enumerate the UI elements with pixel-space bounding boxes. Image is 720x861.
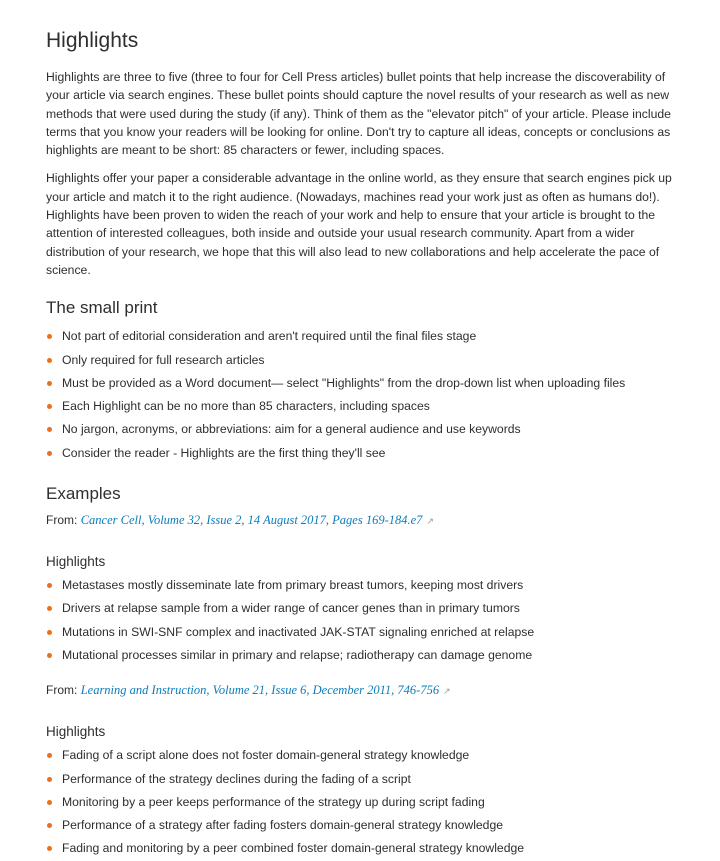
- list-item: [46, 349, 680, 372]
- example-highlights-list: [46, 574, 680, 667]
- list-item-text: Drivers at relapse sample from a wider range of cancer genes than in primary tumors: [62, 601, 520, 616]
- list-item-text: Consider the reader - Highlights are the first thing they'll see: [62, 445, 386, 460]
- list-item-text: No jargon, acronyms, or abbreviations: aim for a general audience and use keywords: [62, 422, 521, 437]
- list-item: [46, 814, 680, 837]
- list-item: [46, 442, 680, 465]
- list-item-text: Mutational processes similar in primary and relapse; radiotherapy can damage genome: [62, 647, 533, 662]
- bullet-icon: [47, 451, 52, 456]
- list-item-text: Must be provided as a Word document— select "Highlights" from the drop-down list when uploading files: [62, 375, 626, 390]
- intro-paragraph: Highlights are three to five (three to four for Cell Press articles) bullet points that help increase the discoverability of your article via search engines. These bullet points should capture the novel results of your research as well as new methods that were used during the study (if any). Think of them as the "elevator pitch" of your article. Please include terms that you know your readers will be looking for online. Don't try to capture all ideas, concepts or conclusions as highlights are meant to be short: 85 characters or fewer, including spaces.: [46, 70, 671, 158]
- list-item-text: Performance of the strategy declines during the fading of a script: [62, 771, 411, 786]
- bullet-icon: [47, 381, 52, 386]
- example-highlights-list: [46, 744, 680, 860]
- examples-heading: Examples: [46, 484, 121, 504]
- bullet-icon: [47, 653, 52, 658]
- bullet-icon: [47, 630, 52, 635]
- bullet-icon: [47, 427, 52, 432]
- list-item: [46, 372, 680, 395]
- bullet-icon: [47, 606, 52, 611]
- example-source: [46, 681, 680, 700]
- list-item: [46, 621, 680, 644]
- intro-paragraph: Highlights offer your paper a considerable advantage in the online world, as they ensure that search engines pick up your article and match it to the right audience. (Nowadays, machines read your work just as often as humans do!). Highlights have been proven to widen the reach of your work and help to ensure that your article is brought to the attention of interested colleagues, both inside and outside your usual research community. Apart from a wider distribution of your research, we hope that this will also lead to new collaborations and help accelerate the pace of science.: [46, 171, 672, 277]
- list-item: [46, 597, 680, 620]
- list-item-text: Fading of a script alone does not foster domain-general strategy knowledge: [62, 748, 470, 763]
- example-highlights-heading: Highlights: [46, 724, 106, 740]
- list-item-text: Not part of editorial consideration and aren't required until the final files stage: [62, 329, 477, 344]
- bullet-icon: [47, 753, 52, 758]
- from-label: From:: [46, 683, 78, 698]
- small-print-heading: The small print: [46, 298, 158, 318]
- bullet-icon: [47, 777, 52, 782]
- small-print-list: [46, 325, 680, 465]
- list-item: [46, 837, 680, 860]
- example-source-link[interactable]: Learning and Instruction, Volume 21, Issue 6, December 2011, 746-756: [80, 683, 440, 698]
- list-item-text: Mutations in SWI-SNF complex and inactivated JAK-STAT signaling enriched at relapse: [62, 624, 535, 639]
- example-highlights-heading: Highlights: [46, 554, 106, 570]
- bullet-icon: [47, 800, 52, 805]
- bullet-icon: [47, 404, 52, 409]
- external-link-icon[interactable]: ↗: [426, 516, 434, 527]
- list-item-text: Performance of a strategy after fading fosters domain-general strategy knowledge: [62, 818, 504, 833]
- bullet-icon: [47, 823, 52, 828]
- bullet-icon: [47, 334, 52, 339]
- bullet-icon: [47, 583, 52, 588]
- list-item-text: Each Highlight can be no more than 85 characters, including spaces: [62, 399, 430, 414]
- list-item-text: Metastases mostly disseminate late from primary breast tumors, keeping most drivers: [62, 578, 524, 593]
- list-item: [46, 325, 680, 348]
- example-source-link[interactable]: Cancer Cell, Volume 32, Issue 2, 14 August 2017, Pages 169-184.e7: [80, 513, 423, 528]
- list-item: [46, 744, 680, 767]
- page-title: Highlights: [46, 29, 139, 52]
- bullet-icon: [47, 358, 52, 363]
- list-item-text: Monitoring by a peer keeps performance of the strategy up during script fading: [62, 794, 485, 809]
- example-source: [46, 511, 680, 530]
- list-item: [46, 768, 680, 791]
- list-item-text: Only required for full research articles: [62, 352, 265, 367]
- list-item: [46, 395, 680, 418]
- list-item-text: Fading and monitoring by a peer combined foster domain-general strategy knowledge: [62, 841, 525, 856]
- bullet-icon: [47, 846, 52, 851]
- from-label: From:: [46, 513, 78, 528]
- list-item: [46, 418, 680, 441]
- external-link-icon[interactable]: ↗: [443, 686, 451, 697]
- list-item: [46, 791, 680, 814]
- list-item: [46, 574, 680, 597]
- list-item: [46, 644, 680, 667]
